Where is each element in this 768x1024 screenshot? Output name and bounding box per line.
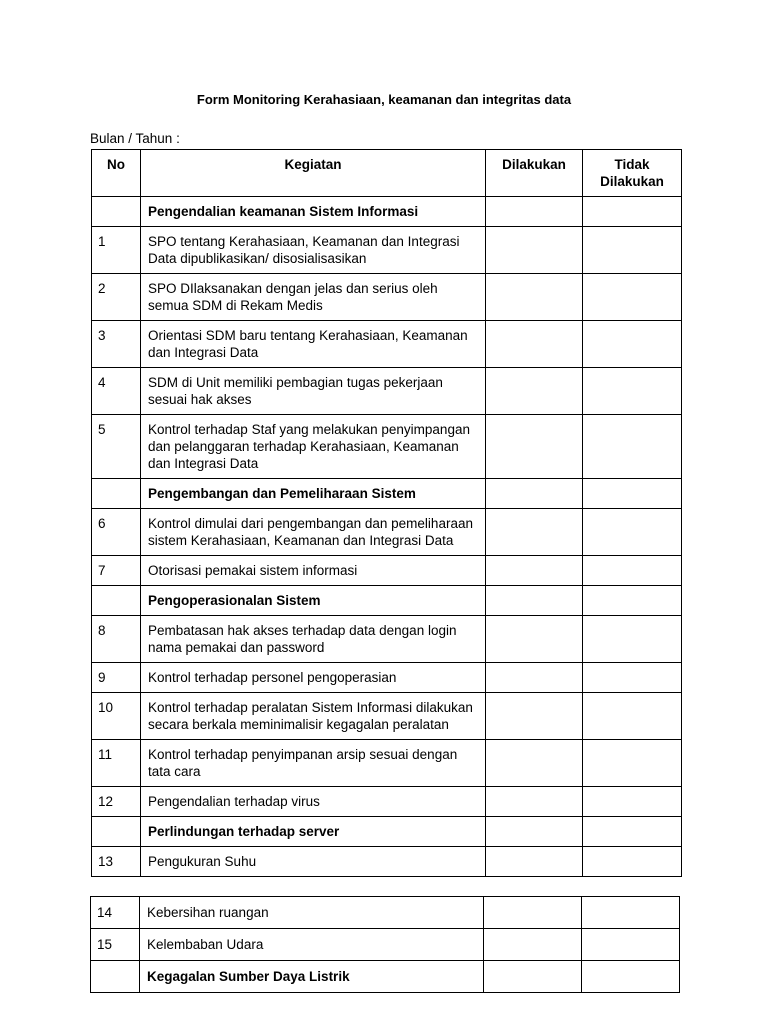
activity-text: Kontrol terhadap peralatan Sistem Informasi dilakukan secara berkala meminimalisir kegagalan peralatan: [141, 693, 486, 740]
table-row: [92, 693, 682, 740]
table-row: [91, 897, 680, 929]
done-cell: [486, 556, 583, 586]
done-cell: [484, 897, 582, 929]
header-not-done-line2: Dilakukan: [600, 174, 664, 189]
table-row: [92, 321, 682, 368]
done-cell: [486, 663, 583, 693]
done-cell: [486, 740, 583, 787]
done-cell: [484, 929, 582, 961]
not-done-cell: [583, 817, 682, 847]
table-row: [92, 274, 682, 321]
table-body-continued: [91, 897, 680, 993]
section-row: [91, 961, 680, 993]
header-not-done: [583, 150, 682, 197]
done-cell: [486, 479, 583, 509]
not-done-cell: [583, 197, 682, 227]
header-done: Dilakukan: [486, 150, 583, 197]
done-cell: [486, 616, 583, 663]
table-row: [92, 509, 682, 556]
section-title: Pengoperasionalan Sistem: [141, 586, 486, 616]
period-label: Bulan / Tahun :: [90, 131, 180, 146]
header-not-done-line1: Tidak: [614, 157, 650, 172]
not-done-cell: [583, 787, 682, 817]
row-number: 4: [92, 368, 141, 415]
activity-text: Kontrol terhadap Staf yang melakukan penyimpangan dan pelanggaran terhadap Kerahasiaan, Keamanan dan Integrasi Data: [141, 415, 486, 479]
section-title: Kegagalan Sumber Daya Listrik: [140, 961, 484, 993]
row-number: [92, 817, 141, 847]
activity-text: Kontrol dimulai dari pengembangan dan pemeliharaan sistem Kerahasiaan, Keamanan dan Integrasi Data: [141, 509, 486, 556]
section-row: [92, 586, 682, 616]
row-number: 14: [91, 897, 140, 929]
row-number: 9: [92, 663, 141, 693]
not-done-cell: [582, 897, 680, 929]
done-cell: [486, 321, 583, 368]
done-cell: [486, 847, 583, 877]
section-row: [92, 817, 682, 847]
table-row: [92, 227, 682, 274]
not-done-cell: [583, 616, 682, 663]
header-activity: Kegiatan: [141, 150, 486, 197]
done-cell: [486, 693, 583, 740]
row-number: [92, 479, 141, 509]
row-number: 12: [92, 787, 141, 817]
activity-text: Kontrol terhadap penyimpanan arsip sesuai dengan tata cara: [141, 740, 486, 787]
done-cell: [484, 961, 582, 993]
not-done-cell: [583, 509, 682, 556]
row-number: 3: [92, 321, 141, 368]
activity-text: Otorisasi pemakai sistem informasi: [141, 556, 486, 586]
monitoring-table-continued: [90, 896, 680, 993]
done-cell: [486, 197, 583, 227]
not-done-cell: [583, 740, 682, 787]
section-title: Perlindungan terhadap server: [141, 817, 486, 847]
done-cell: [486, 817, 583, 847]
activity-text: Kontrol terhadap personel pengoperasian: [141, 663, 486, 693]
done-cell: [486, 509, 583, 556]
table-row: [92, 740, 682, 787]
row-number: 6: [92, 509, 141, 556]
activity-text: Kelembaban Udara: [140, 929, 484, 961]
row-number: 10: [92, 693, 141, 740]
section-title: Pengendalian keamanan Sistem Informasi: [141, 197, 486, 227]
not-done-cell: [583, 847, 682, 877]
table-row: [92, 616, 682, 663]
not-done-cell: [583, 556, 682, 586]
table-header-row: [92, 150, 682, 197]
done-cell: [486, 227, 583, 274]
table-row: [92, 787, 682, 817]
activity-text: Pengendalian terhadap virus: [141, 787, 486, 817]
row-number: 8: [92, 616, 141, 663]
done-cell: [486, 586, 583, 616]
not-done-cell: [583, 663, 682, 693]
activity-text: SPO DIlaksanakan dengan jelas dan serius oleh semua SDM di Rekam Medis: [141, 274, 486, 321]
not-done-cell: [583, 274, 682, 321]
not-done-cell: [582, 929, 680, 961]
section-title: Pengembangan dan Pemeliharaan Sistem: [141, 479, 486, 509]
row-number: 7: [92, 556, 141, 586]
not-done-cell: [583, 479, 682, 509]
form-title: Form Monitoring Kerahasiaan, keamanan dan integritas data: [196, 92, 572, 107]
not-done-cell: [583, 368, 682, 415]
not-done-cell: [583, 586, 682, 616]
row-number: [92, 586, 141, 616]
done-cell: [486, 787, 583, 817]
activity-text: Pembatasan hak akses terhadap data dengan login nama pemakai dan password: [141, 616, 486, 663]
section-row: [92, 197, 682, 227]
monitoring-table: [91, 149, 682, 877]
not-done-cell: [583, 321, 682, 368]
done-cell: [486, 368, 583, 415]
not-done-cell: [583, 415, 682, 479]
not-done-cell: [582, 961, 680, 993]
activity-text: SDM di Unit memiliki pembagian tugas pekerjaan sesuai hak akses: [141, 368, 486, 415]
not-done-cell: [583, 227, 682, 274]
table-body: [92, 197, 682, 877]
activity-text: Orientasi SDM baru tentang Kerahasiaan, Keamanan dan Integrasi Data: [141, 321, 486, 368]
row-number: 5: [92, 415, 141, 479]
activity-text: Pengukuran Suhu: [141, 847, 486, 877]
row-number: 15: [91, 929, 140, 961]
table-row: [91, 929, 680, 961]
activity-text: SPO tentang Kerahasiaan, Keamanan dan Integrasi Data dipublikasikan/ disosialisasikan: [141, 227, 486, 274]
table-row: [92, 415, 682, 479]
table-row: [92, 368, 682, 415]
activity-text: Kebersihan ruangan: [140, 897, 484, 929]
table-row: [92, 663, 682, 693]
row-number: [91, 961, 140, 993]
row-number: 13: [92, 847, 141, 877]
table-row: [92, 556, 682, 586]
section-row: [92, 479, 682, 509]
not-done-cell: [583, 693, 682, 740]
row-number: 11: [92, 740, 141, 787]
done-cell: [486, 415, 583, 479]
header-no: No: [92, 150, 141, 197]
row-number: 2: [92, 274, 141, 321]
table-row: [92, 847, 682, 877]
row-number: 1: [92, 227, 141, 274]
done-cell: [486, 274, 583, 321]
row-number: [92, 197, 141, 227]
